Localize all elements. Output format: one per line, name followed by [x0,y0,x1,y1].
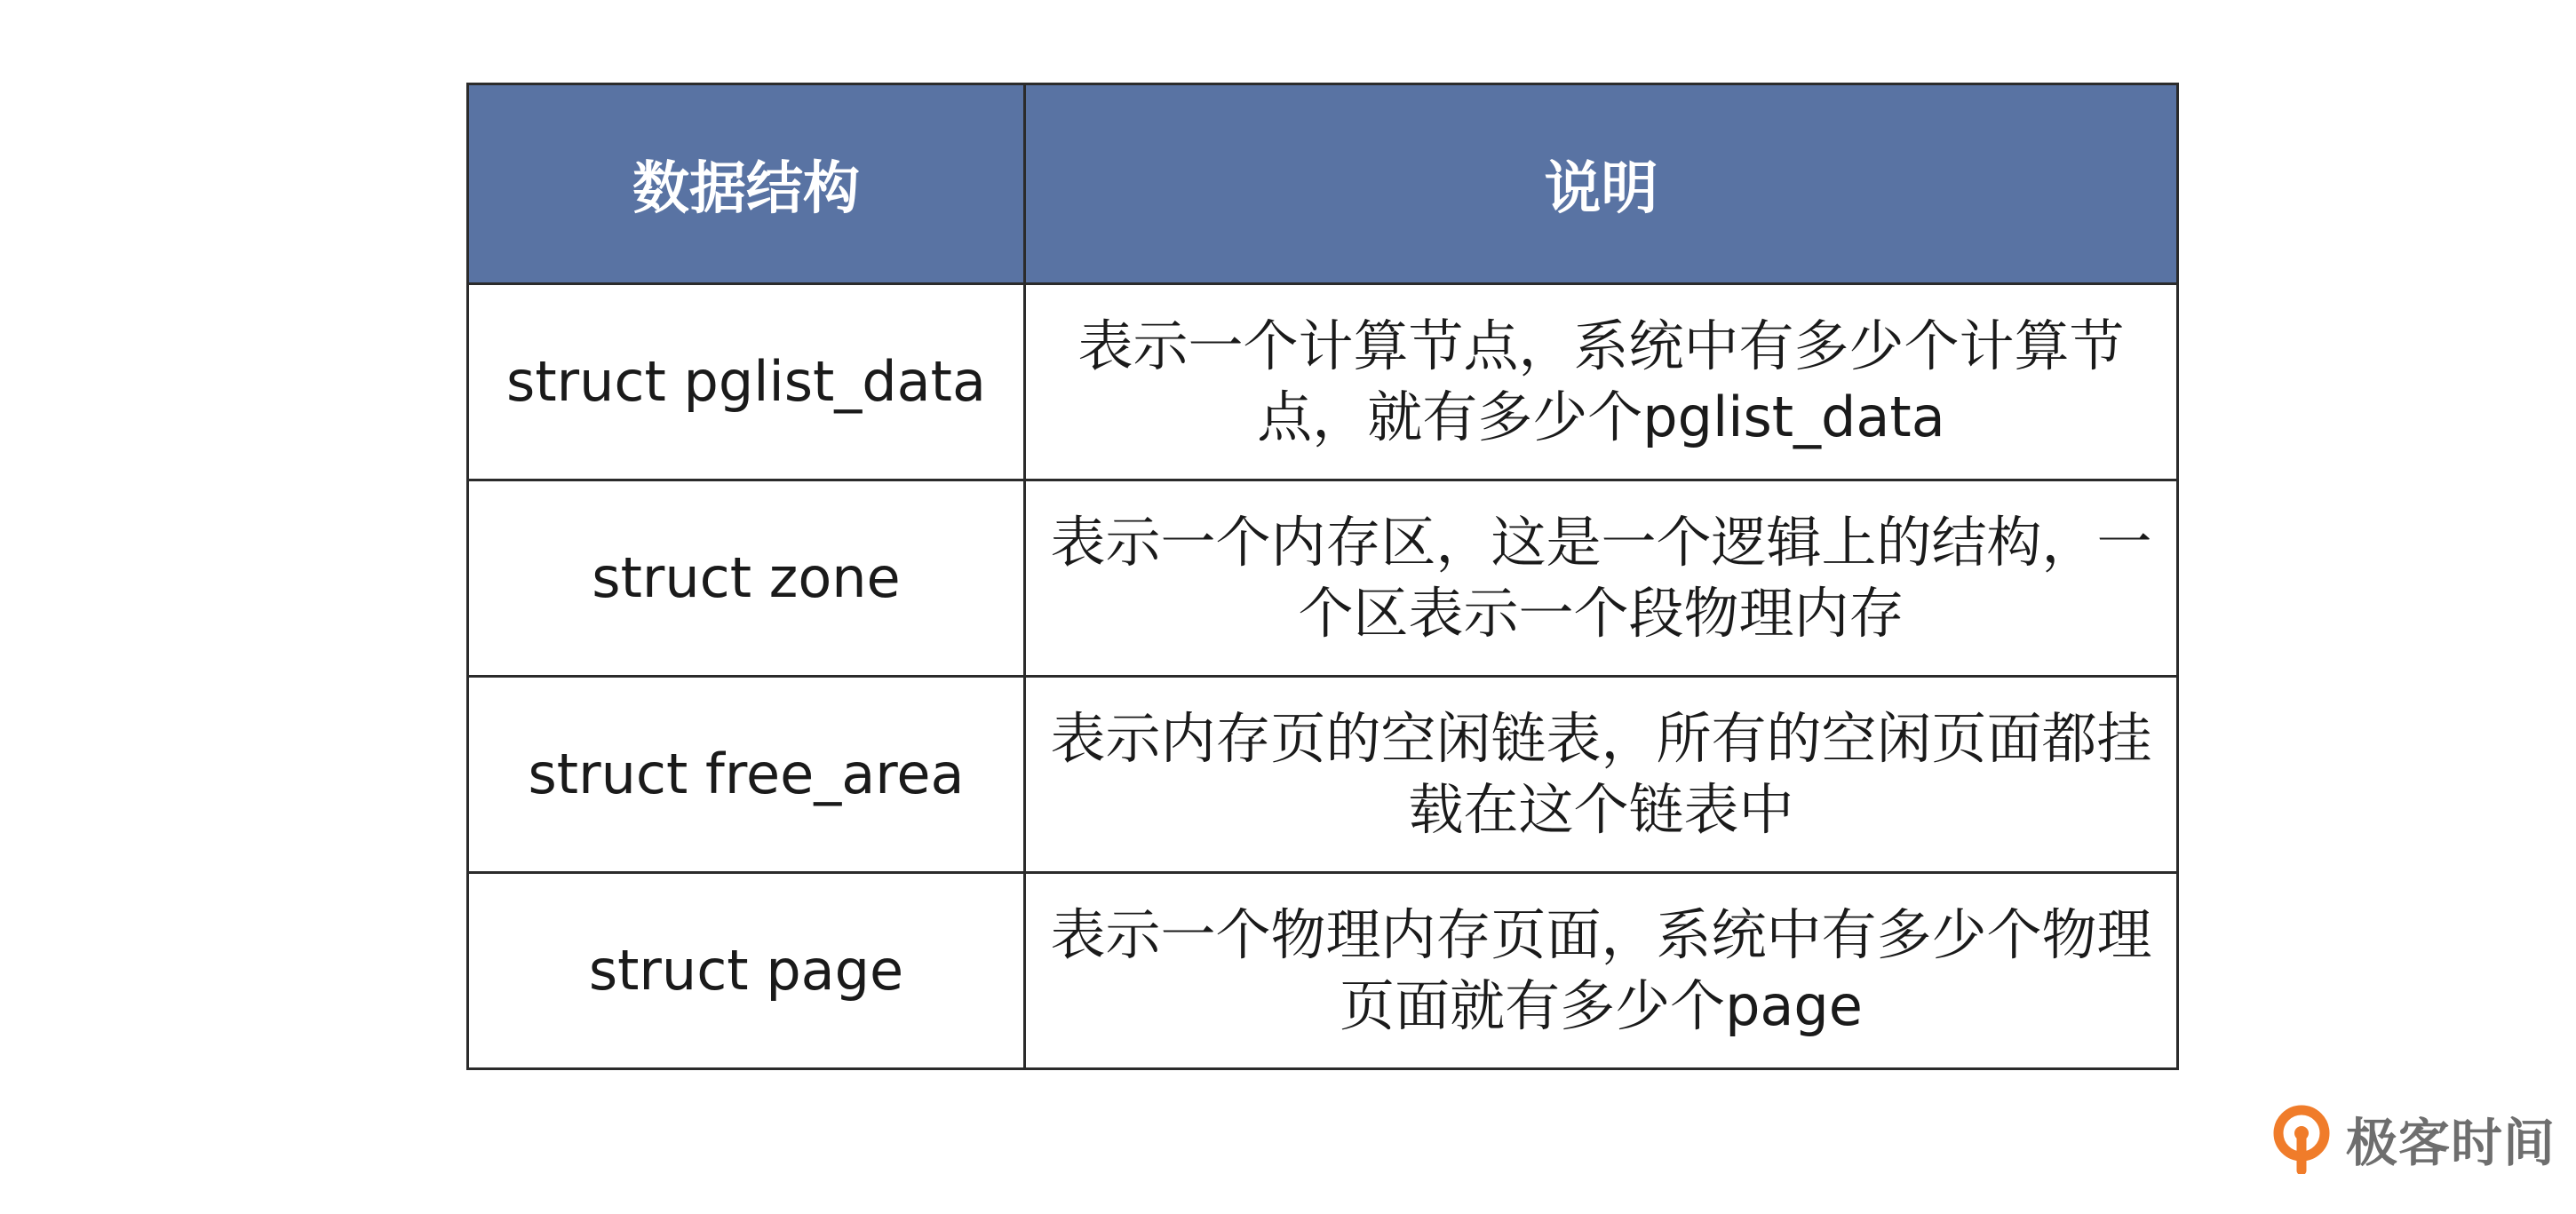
brand-logo [2270,1099,2556,1178]
table-row [468,480,2178,677]
struct-desc-cell: 表示一个内存区，这是一个逻辑上的结构，一个区表示一个段物理内存 [1025,480,2178,677]
struct-name-cell: struct page [468,873,1025,1069]
struct-desc-cell: 表示一个计算节点，系统中有多少个计算节点，就有多少个pglist_data [1025,284,2178,480]
brand-name: 极客时间 [2346,1113,2556,1173]
table-row [468,284,2178,480]
header-description: 说明 [1025,84,2178,284]
struct-desc-cell: 表示一个物理内存页面，系统中有多少个物理页面就有多少个page [1025,873,2178,1069]
table-row [468,677,2178,873]
struct-desc-cell: 表示内存页的空闲链表，所有的空闲页面都挂载在这个链表中 [1025,677,2178,873]
struct-name-cell: struct pglist_data [468,284,1025,480]
data-structure-table [466,83,2179,1070]
struct-name-cell: struct zone [468,480,1025,677]
header-data-structure: 数据结构 [468,84,1025,284]
geektime-logo-icon [2270,1103,2334,1174]
struct-name-cell: struct free_area [468,677,1025,873]
table-row [468,873,2178,1069]
table-header-row [468,84,2178,284]
